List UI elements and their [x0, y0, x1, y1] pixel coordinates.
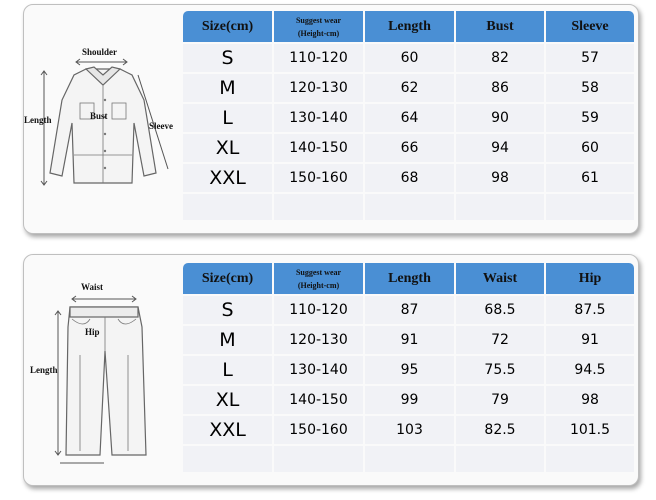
size-cell: XL: [183, 134, 272, 162]
hip-header: Hip: [546, 263, 634, 294]
blank-cell: [274, 194, 363, 220]
table-row: [183, 104, 634, 132]
bust-cell: 90: [456, 104, 544, 132]
height-cell: 120-130: [274, 326, 363, 354]
blank-cell: [365, 446, 454, 472]
suggest-wear-line2: (Height-cm): [297, 280, 340, 290]
pants-diagram: [24, 255, 182, 485]
height-cell: 120-130: [274, 74, 363, 102]
length-cell: 68: [365, 164, 454, 192]
size-cell: S: [183, 296, 272, 324]
hip-cell: 101.5: [546, 416, 634, 444]
table-row: [183, 74, 634, 102]
pants-size-table: [181, 261, 636, 474]
length-cell: 66: [365, 134, 454, 162]
shirt-diagram: [24, 5, 182, 233]
size-cell: L: [183, 356, 272, 384]
sleeve-cell: 60: [546, 134, 634, 162]
length-label: Length: [24, 115, 52, 125]
sleeve-cell: 57: [546, 44, 634, 72]
table-header-row: [183, 11, 634, 42]
length-cell: 60: [365, 44, 454, 72]
hip-label: Hip: [85, 327, 100, 337]
bust-header: Bust: [456, 11, 544, 42]
height-cell: 150-160: [274, 164, 363, 192]
length-header: Length: [365, 263, 454, 294]
suggest-wear-line2: (Height-cm): [297, 28, 340, 38]
bust-cell: 98: [456, 164, 544, 192]
pants-size-panel: [23, 254, 639, 486]
size-cell: S: [183, 44, 272, 72]
waist-cell: 72: [456, 326, 544, 354]
blank-row: [183, 446, 634, 472]
blank-cell: [456, 194, 544, 220]
sleeve-cell: 58: [546, 74, 634, 102]
blank-cell: [183, 446, 272, 472]
height-cell: 110-120: [274, 44, 363, 72]
height-cell: 150-160: [274, 416, 363, 444]
length-cell: 103: [365, 416, 454, 444]
size-cell: XXL: [183, 416, 272, 444]
length-cell: 99: [365, 386, 454, 414]
blank-cell: [365, 194, 454, 220]
suggest-wear-header: [274, 263, 363, 294]
height-cell: 110-120: [274, 296, 363, 324]
shirt-size-panel: [23, 4, 639, 234]
bust-label: Bust: [90, 111, 108, 121]
blank-cell: [546, 194, 634, 220]
sleeve-header: Sleeve: [546, 11, 634, 42]
waist-cell: 82.5: [456, 416, 544, 444]
sleeve-cell: 59: [546, 104, 634, 132]
waist-cell: 75.5: [456, 356, 544, 384]
size-cell: M: [183, 326, 272, 354]
height-cell: 130-140: [274, 104, 363, 132]
sleeve-label: Sleeve: [149, 121, 173, 131]
length-label: Length: [30, 365, 58, 375]
height-cell: 140-150: [274, 386, 363, 414]
length-cell: 64: [365, 104, 454, 132]
length-cell: 91: [365, 326, 454, 354]
waist-header: Waist: [456, 263, 544, 294]
table-row: [183, 326, 634, 354]
suggest-wear-header: [274, 11, 363, 42]
height-cell: 130-140: [274, 356, 363, 384]
height-cell: 140-150: [274, 134, 363, 162]
suggest-wear-line1: Suggest wear: [295, 267, 342, 277]
size-cell: M: [183, 74, 272, 102]
size-header: Size(cm): [183, 263, 272, 294]
length-cell: 62: [365, 74, 454, 102]
suggest-wear-line1: Suggest wear: [295, 15, 342, 25]
size-header: Size(cm): [183, 11, 272, 42]
waist-cell: 68.5: [456, 296, 544, 324]
table-row: [183, 416, 634, 444]
table-row: [183, 356, 634, 384]
sleeve-cell: 61: [546, 164, 634, 192]
blank-row: [183, 194, 634, 220]
length-cell: 95: [365, 356, 454, 384]
table-row: [183, 44, 634, 72]
blank-cell: [183, 194, 272, 220]
bust-cell: 82: [456, 44, 544, 72]
blank-cell: [456, 446, 544, 472]
size-cell: XL: [183, 386, 272, 414]
length-header: Length: [365, 11, 454, 42]
table-row: [183, 386, 634, 414]
waist-label: Waist: [81, 282, 104, 292]
hip-cell: 87.5: [546, 296, 634, 324]
shoulder-label: Shoulder: [82, 47, 118, 57]
table-header-row: [183, 263, 634, 294]
hip-cell: 91: [546, 326, 634, 354]
size-cell: XXL: [183, 164, 272, 192]
shirt-size-table: [181, 9, 636, 222]
table-row: [183, 164, 634, 192]
hip-cell: 94.5: [546, 356, 634, 384]
table-row: [183, 296, 634, 324]
hip-cell: 98: [546, 386, 634, 414]
table-row: [183, 134, 634, 162]
length-cell: 87: [365, 296, 454, 324]
blank-cell: [546, 446, 634, 472]
blank-cell: [274, 446, 363, 472]
waist-cell: 79: [456, 386, 544, 414]
bust-cell: 86: [456, 74, 544, 102]
size-cell: L: [183, 104, 272, 132]
bust-cell: 94: [456, 134, 544, 162]
